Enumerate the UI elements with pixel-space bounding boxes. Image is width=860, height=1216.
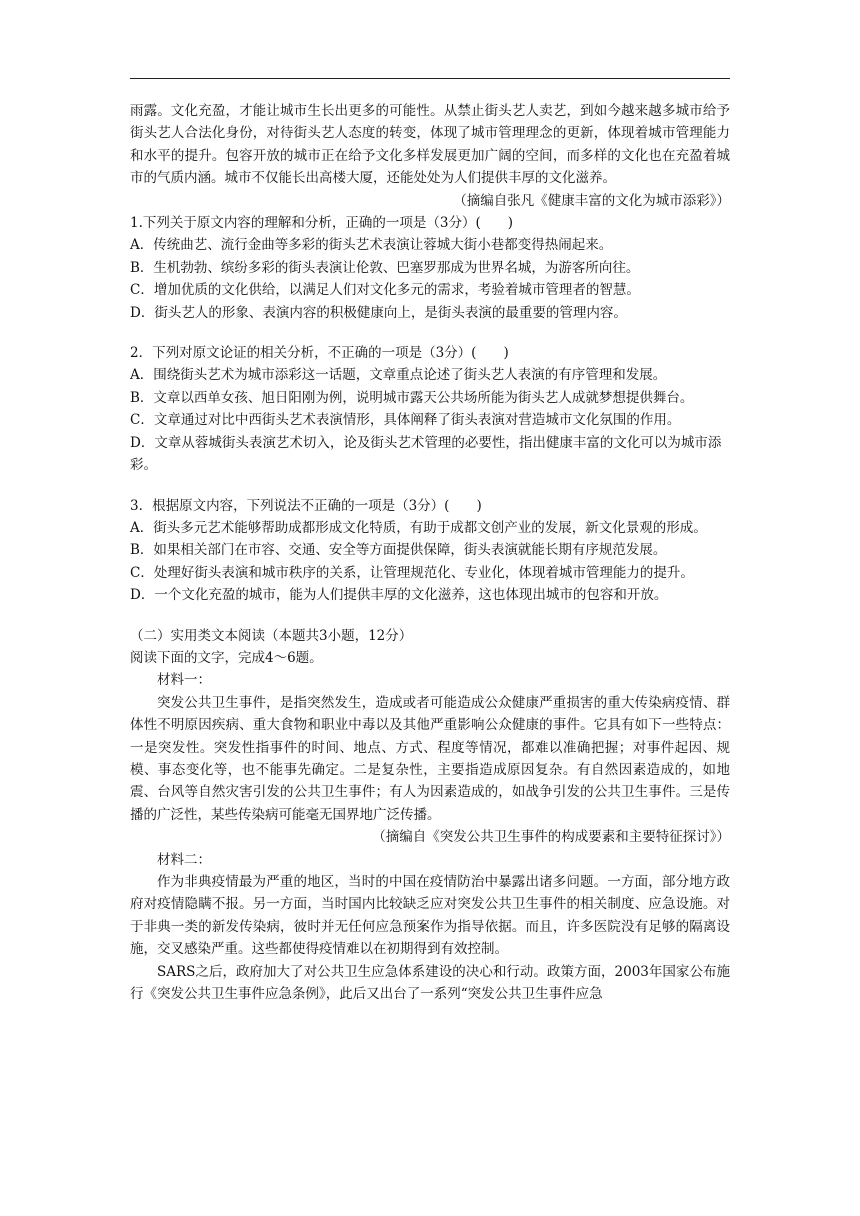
material-1-text: 突发公共卫生事件，是指突然发生，造成或者可能造成公众健康严重损害的重大传染病疫情、群体性不明原因疾病、重大食物和职业中毒以及其他严重影响公众健康的事件。它具有如下一些特点：一是突发性。突发性指事件的时间、地点、方式、程度等情况，都难以准确把握；对事件起因、规模、事态变化等，也不能事先确定。二是复杂性，主要指造成原因复杂。有自然因素造成的，如地震、台风等自然灾害引发的公共卫生事件；有人为因素造成的，如战争引发的公共卫生事件。三是传播的广泛性，某些传染病可能毫无国界地广泛传播。	[130, 694, 730, 823]
option-c: C．文章通过对比中西街头艺术表演情形，具体阐释了街头表演对营造城市文化氛围的作用。	[130, 412, 681, 429]
question-3	[130, 495, 730, 607]
option-b: B．如果相关部门在市容、交通、安全等方面提供保障，街头表演就能长期有序规范发展。	[130, 542, 667, 559]
question-stem: 3．根据原文内容，下列说法不正确的一项是（3分）( )	[130, 497, 482, 514]
document-page	[130, 100, 730, 1005]
section-practical-reading	[130, 625, 730, 1006]
material-1-source: （摘编自《突发公共卫生事件的构成要素和主要特征探讨》）	[372, 829, 730, 846]
section-instruction: 阅读下面的文字，完成4～6题。	[130, 649, 323, 666]
material-2-label: 材料二：	[157, 851, 211, 868]
material-2-paragraph-1: 作为非典疫情最为严重的地区，当时的中国在疫情防治中暴露出诸多问题。一方面，部分地方政府对疫情隐瞒不报。另一方面，当时国内比较缺乏应对突发公共卫生事件的相关制度、应急设施。对于非典一类的新发传染病，彼时并无任何应急预案作为指导依据。而且，许多医院没有足够的隔离设施，交叉感染严重。这些都使得疫情难以在初期得到有效控制。	[130, 874, 730, 958]
passage-source: （摘编自张凡《健康丰富的文化为城市添彩》）	[453, 192, 730, 209]
question-2	[130, 342, 730, 476]
option-d: D．文章从蓉城街头表演艺术切入，论及街头艺术管理的必要性，指出健康丰富的文化可以为城市添彩。	[130, 434, 722, 474]
option-b: B．文章以西单女孩、旭日阳刚为例，说明城市露天公共场所能为街头艺人成就梦想提供舞台。	[130, 389, 694, 406]
section-heading: （二）实用类文本阅读（本题共3小题，12分）	[130, 627, 413, 644]
option-d: D．街头艺人的形象、表演内容的积极健康向上，是街头表演的最重要的管理内容。	[130, 304, 627, 321]
option-b: B．生机勃勃、缤纷多彩的街头表演让伦敦、巴塞罗那成为世界名城，为游客所向往。	[130, 259, 640, 276]
option-a: A．围绕街头艺术为城市添彩这一话题，文章重点论述了街头艺人表演的有序管理和发展。	[130, 367, 667, 384]
option-c: C．处理好街头表演和城市秩序的关系，让管理规范化、专业化，体现着城市管理能力的提升。	[130, 564, 694, 581]
header-rule	[130, 78, 730, 79]
question-1	[130, 212, 730, 324]
option-c: C．增加优质的文化供给，以满足人们对文化多元的需求，考验着城市管理者的智慧。	[130, 282, 640, 299]
option-a: A．传统曲艺、流行金曲等多彩的街头艺术表演让蓉城大街小巷都变得热闹起来。	[130, 237, 613, 254]
material-2-paragraph-2: SARS之后，政府加大了对公共卫生应急体系建设的决心和行动。政策方面，2003年国家公布施行《突发公共卫生事件应急条例》，此后又出台了一系列“突发公共卫生事件应急	[130, 963, 730, 1003]
option-d: D．一个文化充盈的城市，能为人们提供丰厚的文化滋养，这也体现出城市的包容和开放。	[130, 587, 668, 604]
question-stem: 1.下列关于原文内容的理解和分析，正确的一项是（3分）( )	[130, 215, 514, 232]
material-1-label: 材料一：	[157, 672, 211, 689]
question-stem: 2．下列对原文论证的相关分析，不正确的一项是（3分）( )	[130, 345, 509, 362]
option-a: A．街头多元艺术能够帮助成都形成文化特质，有助于成都文创产业的发展，新文化景观的形成。	[130, 519, 707, 536]
passage-paragraph: 雨露。文化充盈，才能让城市生长出更多的可能性。从禁止街头艺人卖艺，到如今越来越多城市给予街头艺人合法化身份，对待街头艺人态度的转变，体现了城市管理理念的更新，体现着城市管理能力和水平的提升。包容开放的城市正在给予文化多样发展更加广阔的空间，而多样的文化也在充盈着城市的气质内涵。城市不仅能长出高楼大厦，还能处处为人们提供丰厚的文化滋养。	[130, 103, 730, 187]
